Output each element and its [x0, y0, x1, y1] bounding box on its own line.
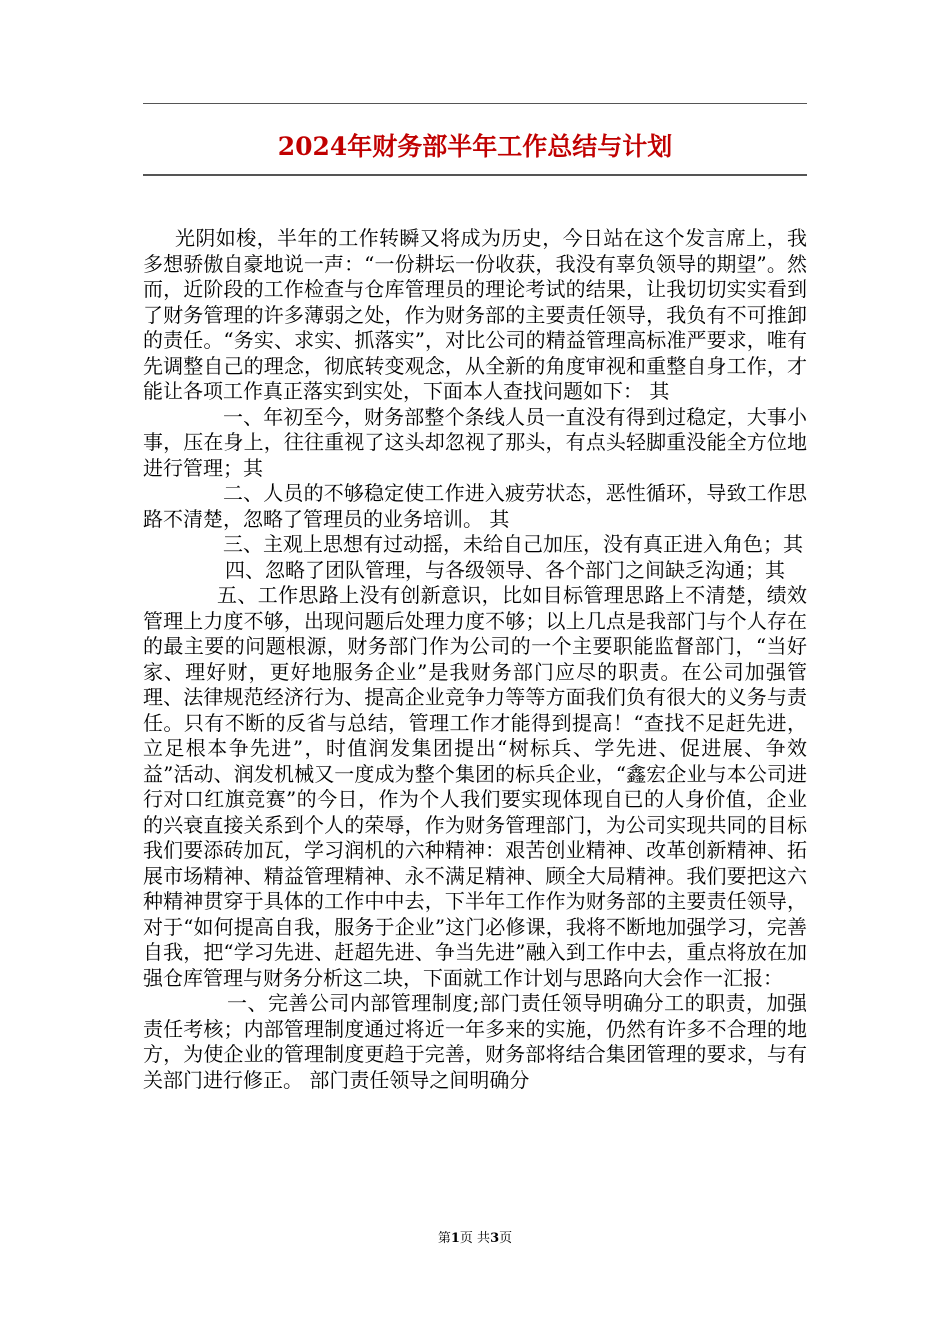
paragraph-issue-4: 四、忽略了团队管理，与各级领导、各个部门之间缺乏沟通；其 [225, 557, 785, 582]
footer-prefix: 第 [437, 1231, 451, 1246]
paragraph-issue-3: 三、主观上思想有过动摇，未给自己加压，没有真正进入角色；其 [223, 532, 803, 556]
paragraph-issue-2: 二、人员的不够稳定使工作进入疲劳状态，恶性循环，导致工作思路不清楚，忽略了管理员的业务培训。 其 [143, 481, 807, 531]
paragraph-issue-5: 五、工作思路上没有创新意识，比如目标管理思路上不清楚，绩效管理上力度不够，出现问题后处理力度不够；以上几点是我部门与个人存在的最主要的问题根源，财务部门作为公司的一个主要职能监督部门，“当好家、理好财，更好地服务企业”是我财务部门应尽的职责。在公司加强管理、法律规范经济行为、提高企业竞争力等等方面我们负有很大的义务与责任。只有不断的反省与总结，管理工作才能得到提高！“查找不足赶先进，立足根本争先进”，时值润发集团提出“树标兵、学先进、促进展、争效益”活动、润发机械又一度成为整个集团的标兵企业，“鑫宏企业与本公司进行对口红旗竞赛”的今日，作为个人我们要实现体现自已的人身价值，企业的兴衰直接关系到个人的荣辱，作为财务管理部门，为公司实现共同的目标我们要添砖加瓦，学习润机的六种精神：艰苦创业精神、改革创新精神、拓展市场精神、精益管理精神、永不满足精神、顾全大局精神。我们要把这六种精神贯穿于具体的工作中中去，下半年工作作为财务部的主要责任领导，对于“如何提高自我，服务于企业”这门必修课，我将不断地加强学习，完善自我，把“学习先进、赶超先进、争当先进”融入到工作中去，重点将放在加强仓库管理与财务分析这二块，下面就工作计划与思路向大会作一汇报： [143, 583, 807, 990]
title-underline [143, 174, 807, 176]
header-rule [143, 103, 807, 104]
total-pages-number: 3 [490, 1231, 500, 1246]
paragraph-intro: 光阴如梭，半年的工作转瞬又将成为历史，今日站在这个发言席上，我多想骄傲自豪地说一声：“一份耕坛一份收获，我没有辜负领导的期望”。然而，近阶段的工作检查与仓库管理员的理论考试的结果，让我切切实实看到了财务管理的许多薄弱之处，作为财务部的主要责任领导，我负有不可推卸的责任。“务实、求实、抓落实”，对比公司的精益管理高标准严要求，唯有先调整自己的理念，彻底转变观念，从全新的角度审视和重整自身工作，才能让各项工作真正落实到实处，下面本人查找问题如下： 其 [143, 226, 807, 403]
document-title: 2024年财务部半年工作总结与计划 [277, 132, 673, 161]
footer-middle: 页 共 [459, 1231, 491, 1246]
footer-suffix: 页 [499, 1231, 513, 1246]
paragraph-issue-1: 一、年初至今，财务部整个条线人员一直没有得到过稳定，大事小事，压在身上，往往重视了这头却忽视了那头，有点头轻脚重没能全方位地进行管理；其 [143, 404, 807, 480]
current-page-number: 1 [450, 1231, 460, 1246]
document-body [143, 226, 807, 1093]
page-footer [0, 1231, 950, 1247]
paragraph-plan-1: 一、完善公司内部管理制度;部门责任领导明确分工的职责，加强责任考核；内部管理制度通过将近一年多来的实施，仍然有许多不合理的地方，为使企业的管理制度更趋于完善，财务部将结合集团管理的要求，与有关部门进行修正。 部门责任领导之间明确分 [143, 991, 807, 1092]
